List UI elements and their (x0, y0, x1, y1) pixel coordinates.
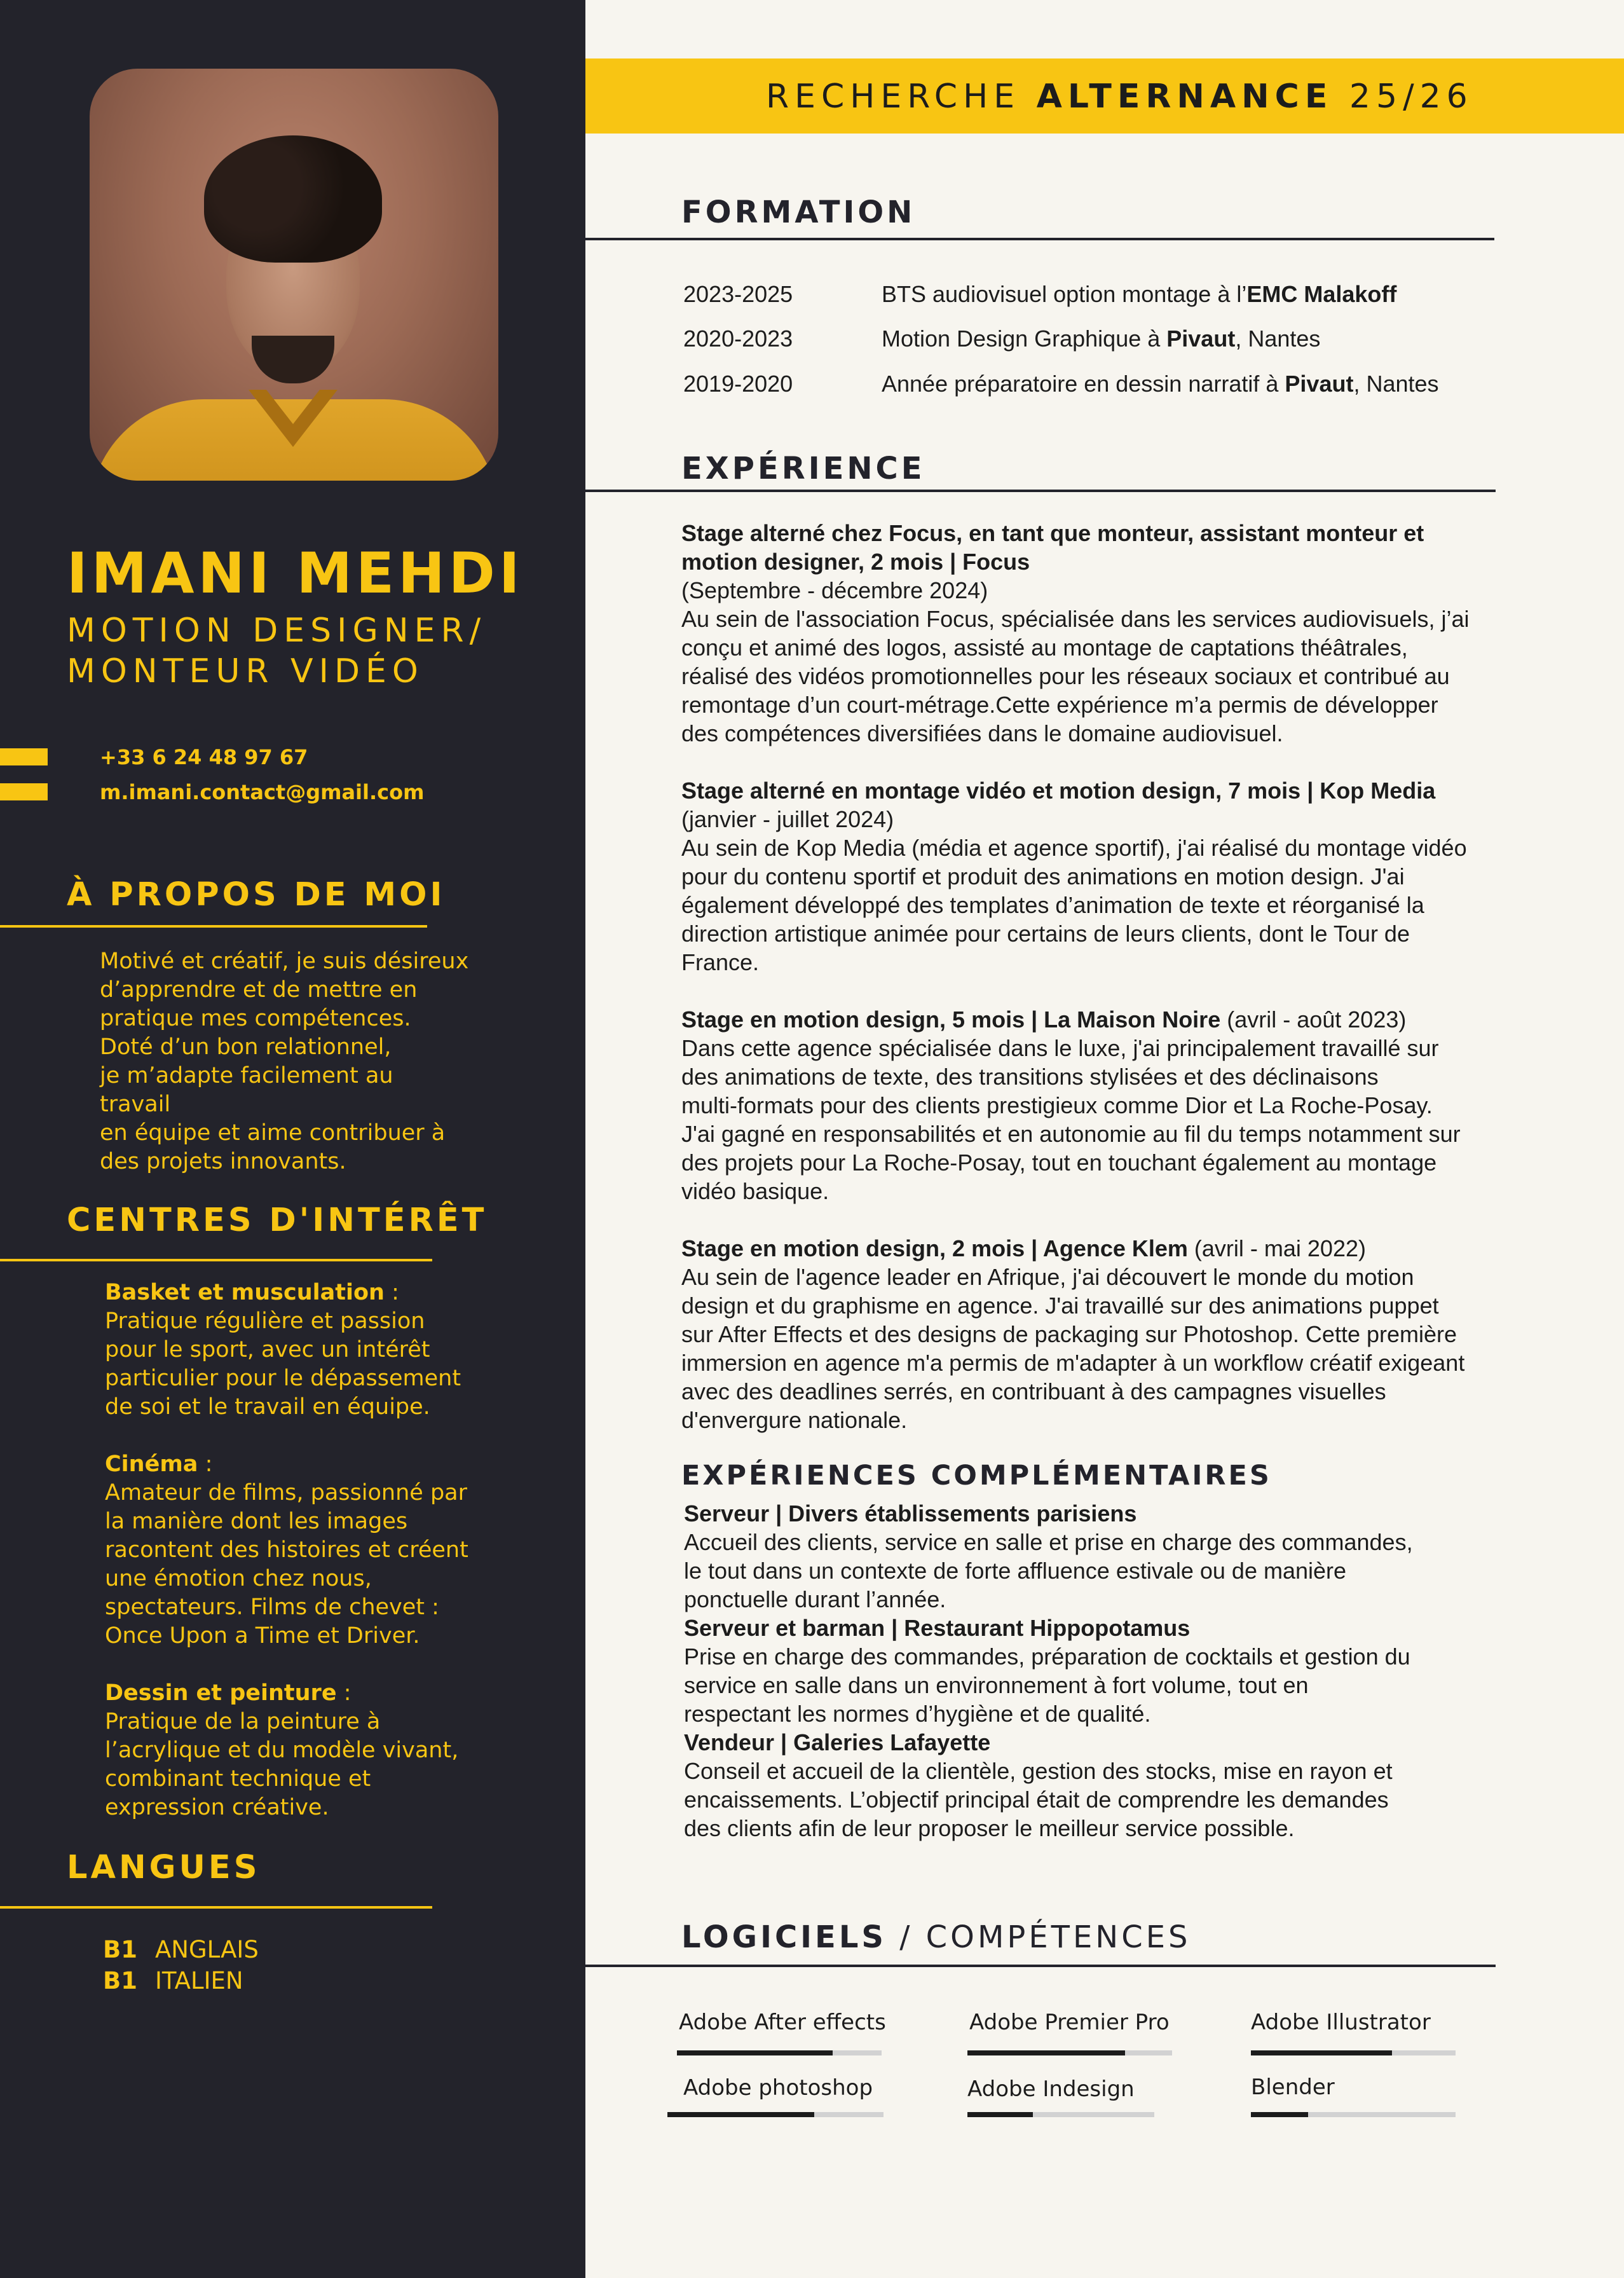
experience-dates: (avril - mai 2022) (1187, 1235, 1366, 1261)
experience-line: Dans cette agence spécialisée dans le luxe, j'ai principalement travaillé sur (681, 1035, 1439, 1061)
formation-year: 2023-2025 (683, 281, 793, 307)
skill-bar (677, 2050, 882, 2055)
complementary-title: Vendeur | Galeries Lafayette (684, 1729, 991, 1755)
skills-divider (585, 1965, 1496, 1967)
skill-bar-fill (967, 2050, 1125, 2055)
languages-heading: LANGUES (67, 1849, 261, 1886)
skills-heading: LOGICIELS / COMPÉTENCES (681, 1919, 1191, 1955)
skill-bar-fill (1251, 2112, 1308, 2117)
interest-sep: : (336, 1680, 351, 1706)
skill-bar (667, 2112, 884, 2117)
interest-line: expression créative. (105, 1795, 329, 1820)
school-name: Pivaut (1285, 371, 1354, 397)
school-name: Pivaut (1166, 326, 1236, 352)
interest-line: la manière dont les images (105, 1509, 408, 1534)
phone-icon (0, 748, 48, 765)
interest-line: Once Upon a Time et Driver. (105, 1623, 420, 1649)
experience-line: sur After Effects et des designs de packaging sur Photoshop. Cette première (681, 1321, 1457, 1347)
experience-line: conçu et animé des logos, assisté au montage de captations théâtrales, (681, 635, 1408, 661)
about-line: Doté d’un bon relationnel, (100, 1034, 392, 1060)
interest-line: de soi et le travail en équipe. (105, 1394, 430, 1420)
banner-text: RECHERCHE ALTERNANCE 25/26 (766, 78, 1473, 116)
profile-photo (90, 69, 498, 481)
interest-line: Pratique régulière et passion (105, 1308, 425, 1334)
interest-line: particulier pour le dépassement (105, 1366, 461, 1391)
complementary-line: le tout dans un contexte de forte affluence estivale ou de manière (684, 1558, 1347, 1584)
experience-line: pour du contenu sportif et produit des animations en motion design. J'ai (681, 863, 1405, 889)
formation-desc: Année préparatoire en dessin narratif à Pivaut, Nantes (882, 371, 1439, 397)
experience-line: d'envergure nationale. (681, 1407, 908, 1433)
profile-name: IMANI MEHDI (67, 540, 524, 606)
experience-item (681, 776, 1501, 977)
experience-line: (janvier - juillet 2024) (681, 806, 894, 832)
skill-name: Blender (1251, 2075, 1335, 2100)
experience-line: immersion en agence m'a permis de m'adapter à un workflow créatif exigeant (681, 1350, 1465, 1376)
interest-line: Pratique de la peinture à (105, 1709, 381, 1734)
complementary-line: des clients afin de leur proposer le meilleur service possible. (684, 1815, 1295, 1841)
skill-name: Adobe Illustrator (1251, 2010, 1431, 2035)
experience-title: motion designer, 2 mois | Focus (681, 549, 1030, 575)
language-item: B1 ITALIEN (103, 1967, 243, 1994)
experience-title: Stage alterné en montage vidéo et motion design, 7 mois | Kop Media (681, 778, 1436, 804)
school-name: EMC Malakoff (1246, 281, 1397, 307)
interest-line: l’acrylique et du modèle vivant, (105, 1738, 459, 1763)
formation-divider (585, 238, 1494, 240)
complementary-line: ponctuelle durant l’année. (684, 1586, 946, 1612)
experience-list (681, 519, 1501, 1434)
experience-item (681, 1005, 1501, 1205)
interest-line: une émotion chez nous, (105, 1566, 372, 1591)
interest-line: spectateurs. Films de chevet : (105, 1595, 439, 1620)
formation-row (683, 281, 1396, 308)
skill-name: Adobe After effects (679, 2010, 886, 2035)
experience-heading: EXPÉRIENCE (681, 451, 925, 486)
language-item: B1 ANGLAIS (103, 1936, 259, 1963)
experience-line: design et du graphisme en agence. J'ai travaillé sur des animations puppet (681, 1293, 1439, 1319)
interest-title (105, 1450, 550, 1479)
interest-sep: : (198, 1451, 213, 1477)
experience-line: des animations de texte, des transitions stylisées et des déclinaisons (681, 1064, 1379, 1090)
experience-line: Au sein de Kop Media (média et agence sportif), j'ai réalisé du montage vidéo (681, 835, 1467, 861)
experience-line: des projets pour La Roche-Posay, tout en touchant également au montage (681, 1149, 1437, 1176)
complementary-line: Prise en charge des commandes, préparation de cocktails et gestion du (684, 1643, 1410, 1670)
skill-name: Adobe Indesign (967, 2076, 1135, 2102)
skill-name: Adobe Premier Pro (969, 2010, 1170, 2035)
complementary-line: service en salle dans un environnement à fort volume, tout en (684, 1672, 1309, 1698)
experience-line: (Septembre - décembre 2024) (681, 577, 988, 603)
experience-title: Stage en motion design, 2 mois | Agence Klem (avril - mai 2022) (681, 1235, 1366, 1261)
experience-line: direction artistique animée pour certains de leurs clients, dont le Tour de (681, 921, 1410, 947)
interest-sep: : (384, 1280, 399, 1305)
complementary-line: Accueil des clients, service en salle et prise en charge des commandes, (684, 1529, 1413, 1555)
experience-line: J'ai gagné en responsabilités et en autonomie au fil du temps notamment sur (681, 1121, 1461, 1147)
experience-line: réalisé des vidéos promotionnelles pour les réseaux sociaux et contribué au (681, 663, 1450, 689)
profile-role: MOTION DESIGNER/ MONTEUR VIDÉO (67, 612, 487, 690)
interest-item (105, 1450, 550, 1650)
about-line: travail (100, 1092, 171, 1117)
skill-name: Adobe photoshop (683, 2075, 873, 2101)
experience-line: multi-formats pour des clients prestigieux comme Dior et La Roche-Posay. (681, 1092, 1433, 1118)
skill-bar (967, 2112, 1154, 2117)
experience-line: Au sein de l'association Focus, spécialisée dans les services audiovisuels, j’ai (681, 606, 1470, 632)
interest-name: Dessin et peinture (105, 1680, 337, 1706)
formation-year: 2019-2020 (683, 371, 793, 397)
experience-line: également développé des templates d’animation de texte et réorganisé la (681, 892, 1424, 918)
interests-heading: CENTRES D'INTÉRÊT (67, 1202, 488, 1239)
interest-line: racontent des histoires et créent (105, 1537, 468, 1563)
complementary-list (684, 1499, 1504, 1842)
experience-line: avec des deadlines serrés, en contribuant à des campagnes visuelles (681, 1378, 1386, 1404)
formation-row (683, 371, 1439, 397)
experience-item (681, 519, 1501, 748)
interest-name: Basket et musculation (105, 1280, 385, 1305)
skill-bar-fill (1251, 2050, 1392, 2055)
skill-bar-fill (667, 2112, 814, 2117)
formation-row (683, 326, 1320, 352)
complementary-heading: EXPÉRIENCES COMPLÉMENTAIRES (681, 1460, 1272, 1492)
interest-name: Cinéma (105, 1451, 198, 1477)
complementary-title: Serveur et barman | Restaurant Hippopotamus (684, 1615, 1191, 1641)
interest-item (105, 1279, 550, 1422)
experience-item (681, 1234, 1501, 1434)
experience-line: Au sein de l'agence leader en Afrique, j'ai découvert le monde du motion (681, 1264, 1414, 1290)
skill-bar (1251, 2050, 1456, 2055)
experience-dates: (avril - août 2023) (1220, 1006, 1407, 1033)
formation-desc: Motion Design Graphique à Pivaut, Nantes (882, 326, 1321, 352)
about-line: Motivé et créatif, je suis désireux (100, 949, 469, 974)
experience-line: France. (681, 949, 760, 975)
skill-bar-fill (677, 2050, 833, 2055)
interest-title (105, 1679, 550, 1708)
about-line: en équipe et aime contribuer à (100, 1120, 446, 1146)
interests-divider (0, 1259, 432, 1261)
about-line: d’apprendre et de mettre en (100, 977, 418, 1003)
skill-bar-fill (967, 2112, 1033, 2117)
experience-title: Stage en motion design, 5 mois | La Maison Noire (avril - août 2023) (681, 1006, 1407, 1033)
skill-bar (1251, 2112, 1456, 2117)
interest-title (105, 1279, 550, 1307)
experience-line: remontage d’un court-métrage.Cette expérience m’a permis de développer (681, 692, 1438, 718)
about-text (100, 947, 519, 1176)
experience-line: des compétences diversifiées dans le domaine audiovisuel. (681, 720, 1283, 746)
interest-item (105, 1679, 550, 1822)
about-line: pratique mes compétences. (100, 1006, 411, 1031)
email-icon (0, 783, 48, 800)
about-line: je m’adapte facilement au (100, 1063, 393, 1088)
interests-list (105, 1279, 550, 1851)
experience-title: Stage alterné chez Focus, en tant que monteur, assistant monteur et (681, 520, 1424, 546)
about-divider (0, 925, 427, 928)
formation-desc: BTS audiovisuel option montage à l’EMC Malakoff (882, 281, 1397, 307)
email-address[interactable]: m.imani.contact@gmail.com (100, 780, 425, 804)
skill-bar (967, 2050, 1172, 2055)
languages-divider (0, 1906, 432, 1909)
phone-number[interactable]: +33 6 24 48 97 67 (100, 745, 308, 769)
interest-line: Amateur de films, passionné par (105, 1480, 468, 1506)
formation-year: 2020-2023 (683, 326, 793, 352)
complementary-title: Serveur | Divers établissements parisiens (684, 1500, 1137, 1527)
about-heading: À PROPOS DE MOI (67, 876, 446, 914)
complementary-line: Conseil et accueil de la clientèle, gestion des stocks, mise en rayon et (684, 1758, 1393, 1784)
interest-line: pour le sport, avec un intérêt (105, 1337, 430, 1362)
complementary-line: respectant les normes d’hygiène et de qualité. (684, 1701, 1151, 1727)
formation-heading: FORMATION (681, 195, 916, 230)
experience-divider (585, 490, 1496, 492)
experience-line: vidéo basique. (681, 1178, 829, 1204)
interest-line: combinant technique et (105, 1766, 371, 1792)
about-line: des projets innovants. (100, 1149, 346, 1174)
complementary-line: encaissements. L’objectif principal était de comprendre les demandes (684, 1787, 1389, 1813)
